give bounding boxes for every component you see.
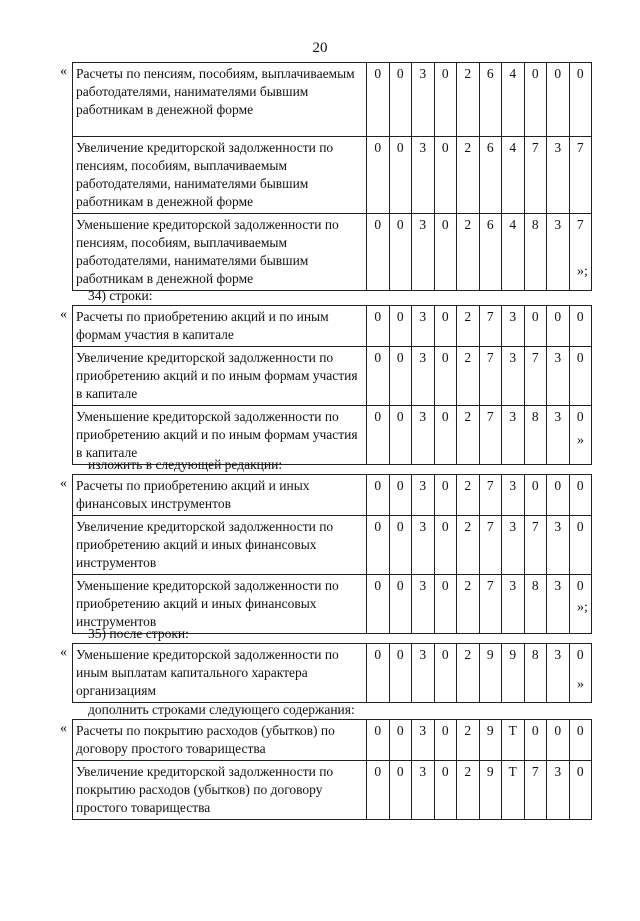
row-name: Увеличение кредиторской задолженности по пенсиям, пособиям, выплачиваемым работодателями, нанимателями бывшим работникам в денежной форме bbox=[73, 137, 367, 214]
opening-quote: « bbox=[60, 645, 67, 660]
code-digit: 0 bbox=[524, 720, 547, 761]
code-digit: Т bbox=[502, 720, 525, 761]
code-digit: 0 bbox=[389, 644, 412, 703]
code-digit: Т bbox=[502, 761, 525, 820]
table-row bbox=[73, 137, 592, 214]
account-code-table bbox=[72, 305, 592, 465]
opening-quote: « bbox=[60, 64, 67, 79]
code-digit: 2 bbox=[457, 761, 480, 820]
code-digit: 6 bbox=[479, 63, 502, 137]
code-digit: 7 bbox=[479, 306, 502, 347]
code-digit: 0 bbox=[389, 63, 412, 137]
code-digit: 9 bbox=[479, 761, 502, 820]
code-digit: 3 bbox=[547, 761, 570, 820]
code-digit: 8 bbox=[524, 575, 547, 634]
code-digit: 8 bbox=[524, 644, 547, 703]
code-digit: 3 bbox=[502, 306, 525, 347]
code-digit: 3 bbox=[547, 137, 570, 214]
code-digit: 0 bbox=[434, 644, 457, 703]
code-digit: 3 bbox=[412, 516, 435, 575]
code-digit: 7 bbox=[524, 761, 547, 820]
code-digit: 3 bbox=[547, 644, 570, 703]
code-digit: 0 bbox=[367, 406, 390, 465]
table-row bbox=[73, 575, 592, 634]
code-digit: 0 bbox=[434, 720, 457, 761]
code-digit: 2 bbox=[457, 516, 480, 575]
code-digit: 3 bbox=[547, 347, 570, 406]
code-digit: 0 bbox=[524, 63, 547, 137]
code-digit: 2 bbox=[457, 406, 480, 465]
code-digit: 0 bbox=[367, 347, 390, 406]
code-digit: 0 bbox=[367, 214, 390, 291]
row-name: Уменьшение кредиторской задолженности по приобретению акций и иных финансовых инструментов bbox=[73, 575, 367, 634]
code-digit: 7 bbox=[479, 406, 502, 465]
code-digit: 7 bbox=[479, 475, 502, 516]
code-digit: 2 bbox=[457, 306, 480, 347]
code-digit: 0 bbox=[434, 347, 457, 406]
code-digit: 0 bbox=[389, 137, 412, 214]
code-digit: 0 bbox=[389, 761, 412, 820]
table-row bbox=[73, 214, 592, 291]
code-digit: 3 bbox=[412, 347, 435, 406]
code-digit: 0 bbox=[569, 575, 592, 634]
code-digit: 3 bbox=[547, 516, 570, 575]
code-digit: 0 bbox=[389, 406, 412, 465]
code-digit: 3 bbox=[502, 406, 525, 465]
row-name: Уменьшение кредиторской задолженности по приобретению акций и по иным формам участия в капитале bbox=[73, 406, 367, 465]
intermediate-text: 34) строки: bbox=[88, 288, 153, 303]
code-digit: 3 bbox=[412, 575, 435, 634]
row-name: Увеличение кредиторской задолженности по покрытию расходов (убытков) по договору простого товарищества bbox=[73, 761, 367, 820]
account-code-table bbox=[72, 719, 592, 820]
page-number: 20 bbox=[312, 40, 328, 56]
code-digit: 2 bbox=[457, 137, 480, 214]
code-digit: 0 bbox=[434, 306, 457, 347]
intermediate-text: изложить в следующей редакции: bbox=[88, 457, 283, 472]
code-digit: 3 bbox=[547, 575, 570, 634]
code-digit: 3 bbox=[412, 720, 435, 761]
code-digit: 0 bbox=[367, 516, 390, 575]
code-digit: 7 bbox=[524, 137, 547, 214]
code-digit: 0 bbox=[367, 306, 390, 347]
opening-quote: « bbox=[60, 721, 67, 736]
code-digit: 0 bbox=[389, 516, 412, 575]
code-digit: 3 bbox=[412, 406, 435, 465]
code-digit: 0 bbox=[569, 720, 592, 761]
row-name: Увеличение кредиторской задолженности по приобретению акций и по иным формам участия в капитале bbox=[73, 347, 367, 406]
code-digit: 3 bbox=[412, 644, 435, 703]
code-digit: 0 bbox=[367, 720, 390, 761]
code-digit: 3 bbox=[412, 306, 435, 347]
row-name: Расчеты по приобретению акций и иных финансовых инструментов bbox=[73, 475, 367, 516]
code-digit: 3 bbox=[502, 575, 525, 634]
code-digit: 0 bbox=[569, 306, 592, 347]
code-digit: 7 bbox=[524, 347, 547, 406]
code-digit: 3 bbox=[412, 475, 435, 516]
code-digit: 2 bbox=[457, 575, 480, 634]
code-digit: 0 bbox=[367, 575, 390, 634]
closing-quote: » bbox=[577, 433, 584, 448]
code-digit: 7 bbox=[569, 214, 592, 291]
closing-quote: »; bbox=[577, 600, 588, 615]
code-digit: 7 bbox=[569, 137, 592, 214]
code-digit: 0 bbox=[547, 475, 570, 516]
row-name: Уменьшение кредиторской задолженности по иным выплатам капитального характера организациям bbox=[73, 644, 367, 703]
code-digit: 3 bbox=[547, 214, 570, 291]
code-digit: 4 bbox=[502, 214, 525, 291]
code-digit: 7 bbox=[479, 516, 502, 575]
code-digit: 0 bbox=[389, 347, 412, 406]
code-digit: 0 bbox=[367, 63, 390, 137]
account-code-table bbox=[72, 474, 592, 634]
closing-quote: » bbox=[577, 677, 584, 692]
code-digit: 2 bbox=[457, 475, 480, 516]
table-row bbox=[73, 406, 592, 465]
code-digit: 2 bbox=[457, 347, 480, 406]
code-digit: 0 bbox=[569, 644, 592, 703]
code-digit: 3 bbox=[412, 63, 435, 137]
table-row bbox=[73, 761, 592, 820]
code-digit: 0 bbox=[547, 720, 570, 761]
table-row bbox=[73, 347, 592, 406]
code-digit: 2 bbox=[457, 644, 480, 703]
opening-quote: « bbox=[60, 476, 67, 491]
code-digit: 0 bbox=[569, 63, 592, 137]
code-digit: 0 bbox=[547, 63, 570, 137]
row-name: Расчеты по покрытию расходов (убытков) по договору простого товарищества bbox=[73, 720, 367, 761]
code-digit: 4 bbox=[502, 63, 525, 137]
code-digit: 0 bbox=[389, 214, 412, 291]
code-digit: 6 bbox=[479, 214, 502, 291]
account-code-table bbox=[72, 62, 592, 291]
row-name: Уменьшение кредиторской задолженности по пенсиям, пособиям, выплачиваемым работодателями, нанимателями бывшим работникам в денежной форме bbox=[73, 214, 367, 291]
code-digit: 6 bbox=[479, 137, 502, 214]
code-digit: 3 bbox=[412, 761, 435, 820]
code-digit: 0 bbox=[524, 475, 547, 516]
code-digit: 0 bbox=[389, 720, 412, 761]
intermediate-text: 35) после строки: bbox=[88, 626, 189, 641]
opening-quote: « bbox=[60, 307, 67, 322]
table-row bbox=[73, 644, 592, 703]
code-digit: 7 bbox=[479, 347, 502, 406]
code-digit: 2 bbox=[457, 214, 480, 291]
code-digit: 0 bbox=[569, 475, 592, 516]
code-digit: 0 bbox=[389, 475, 412, 516]
code-digit: 0 bbox=[524, 306, 547, 347]
code-digit: 3 bbox=[547, 406, 570, 465]
code-digit: 7 bbox=[479, 575, 502, 634]
code-digit: 2 bbox=[457, 720, 480, 761]
row-name: Расчеты по пенсиям, пособиям, выплачиваемым работодателями, нанимателями бывшим работникам в денежной форме bbox=[73, 63, 367, 137]
closing-quote: »; bbox=[577, 264, 588, 279]
intermediate-text: дополнить строками следующего содержания: bbox=[88, 702, 355, 717]
code-digit: 0 bbox=[434, 137, 457, 214]
code-digit: 3 bbox=[502, 475, 525, 516]
table-row bbox=[73, 516, 592, 575]
account-code-table bbox=[72, 643, 592, 703]
code-digit: 0 bbox=[434, 406, 457, 465]
table-row bbox=[73, 720, 592, 761]
code-digit: 0 bbox=[547, 306, 570, 347]
code-digit: 2 bbox=[457, 63, 480, 137]
code-digit: 0 bbox=[389, 575, 412, 634]
code-digit: 0 bbox=[434, 214, 457, 291]
code-digit: 4 bbox=[502, 137, 525, 214]
code-digit: 0 bbox=[569, 347, 592, 406]
code-digit: 9 bbox=[479, 644, 502, 703]
code-digit: 0 bbox=[367, 137, 390, 214]
code-digit: 8 bbox=[524, 214, 547, 291]
code-digit: 3 bbox=[502, 347, 525, 406]
table-row bbox=[73, 475, 592, 516]
row-name: Расчеты по приобретению акций и по иным формам участия в капитале bbox=[73, 306, 367, 347]
code-digit: 3 bbox=[412, 214, 435, 291]
code-digit: 0 bbox=[367, 761, 390, 820]
code-digit: 0 bbox=[569, 516, 592, 575]
code-digit: 0 bbox=[389, 306, 412, 347]
code-digit: 7 bbox=[524, 516, 547, 575]
code-digit: 3 bbox=[502, 516, 525, 575]
code-digit: 0 bbox=[434, 761, 457, 820]
code-digit: 0 bbox=[367, 475, 390, 516]
table-row bbox=[73, 306, 592, 347]
code-digit: 0 bbox=[569, 406, 592, 465]
code-digit: 9 bbox=[479, 720, 502, 761]
table-row bbox=[73, 63, 592, 137]
code-digit: 8 bbox=[524, 406, 547, 465]
code-digit: 0 bbox=[569, 761, 592, 820]
code-digit: 0 bbox=[367, 644, 390, 703]
row-name: Увеличение кредиторской задолженности по приобретению акций и иных финансовых инструментов bbox=[73, 516, 367, 575]
code-digit: 0 bbox=[434, 516, 457, 575]
code-digit: 9 bbox=[502, 644, 525, 703]
code-digit: 0 bbox=[434, 63, 457, 137]
code-digit: 0 bbox=[434, 575, 457, 634]
code-digit: 3 bbox=[412, 137, 435, 214]
code-digit: 0 bbox=[434, 475, 457, 516]
